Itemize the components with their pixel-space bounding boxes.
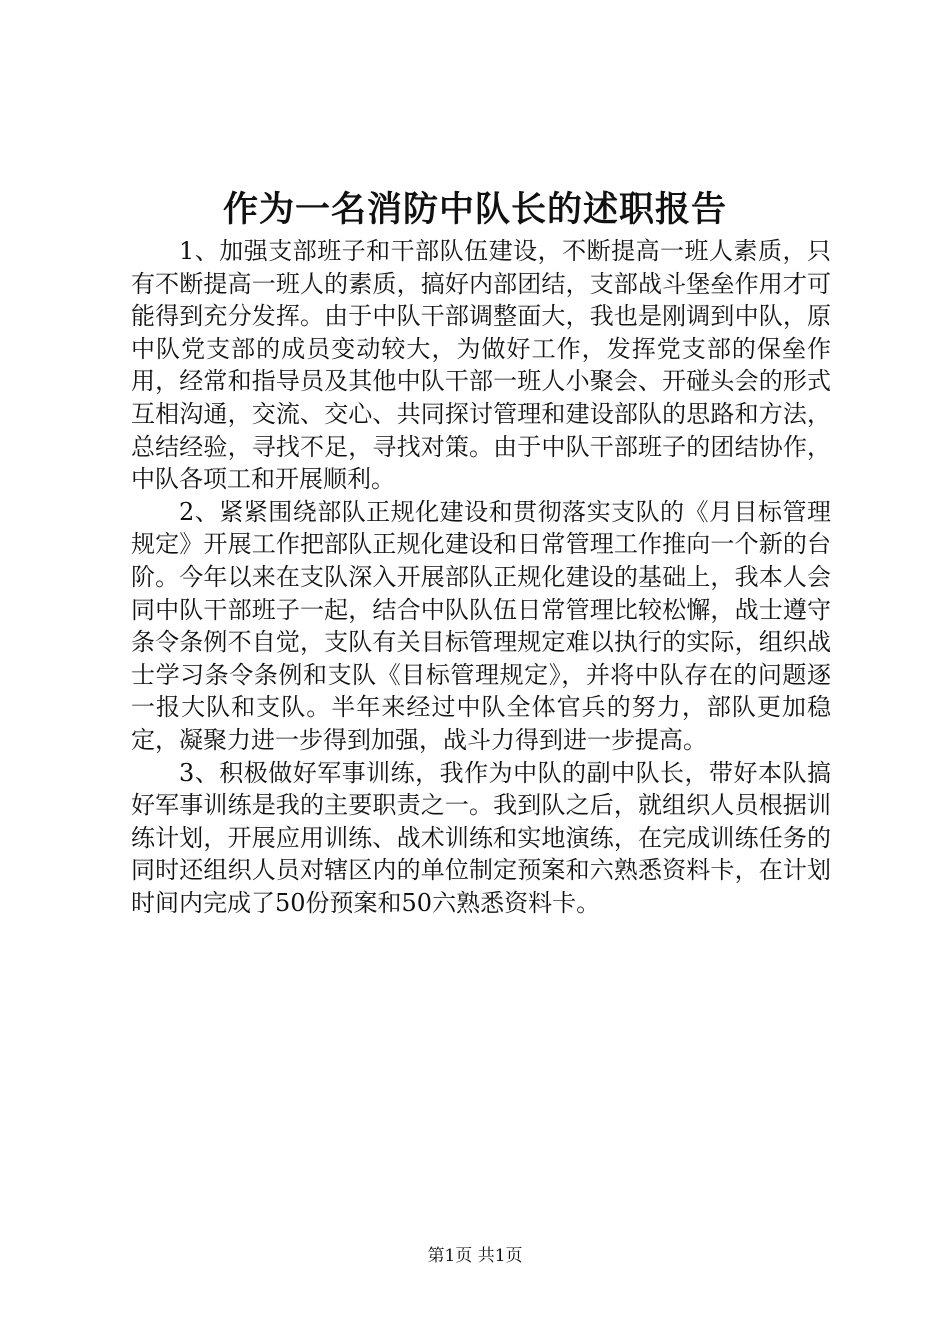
page-number-footer: 第1页 共1页 [427, 1246, 523, 1266]
paragraph-1: 1、加强支部班子和干部队伍建设，不断提高一班人素质，只有不断提高一班人的素质，搞好内部团结，支部战斗堡垒作用才可能得到充分发挥。由于中队干部调整面大，我也是刚调到中队，原中队党支部的成员变动较大，为做好工作，发挥党支部的保垒作用，经常和指导员及其他中队干部一班人小聚会、开碰头会的形式互相沟通，交流、交心、共同探讨管理和建设部队的思路和方法，总结经验，寻找不足，寻找对策。由于中队干部班子的团结协作，中队各项工和开展顺利。 [131, 237, 831, 494]
paragraph-2: 2、紧紧围绕部队正规化建设和贯彻落实支队的《月目标管理规定》开展工作把部队正规化建设和日常管理工作推向一个新的台阶。今年以来在支队深入开展部队正规化建设的基础上，我本人会同中队干部班子一起，结合中队队伍日常管理比较松懈，战士遵守条令条例不自觉，支队有关目标管理规定难以执行的实际，组织战士学习条令条例和支队《目标管理规定》，并将中队存在的问题逐一报大队和支队。半年来经过中队全体官兵的努力，部队更加稳定，凝聚力进一步得到加强，战斗力得到进一步提高。 [131, 497, 831, 754]
document-title: 作为一名消防中队长的述职报告 [222, 189, 727, 230]
paragraph-3: 3、积极做好军事训练，我作为中队的副中队长，带好本队搞好军事训练是我的主要职责之一。我到队之后，就组织人员根据训练计划，开展应用训练、战术训练和实地演练，在完成训练任务的同时还组织人员对辖区内的单位制定预案和六熟悉资料卡，在计划时间内完成了50份预案和50六熟悉资料卡。 [131, 758, 831, 917]
document-body [131, 235, 831, 919]
